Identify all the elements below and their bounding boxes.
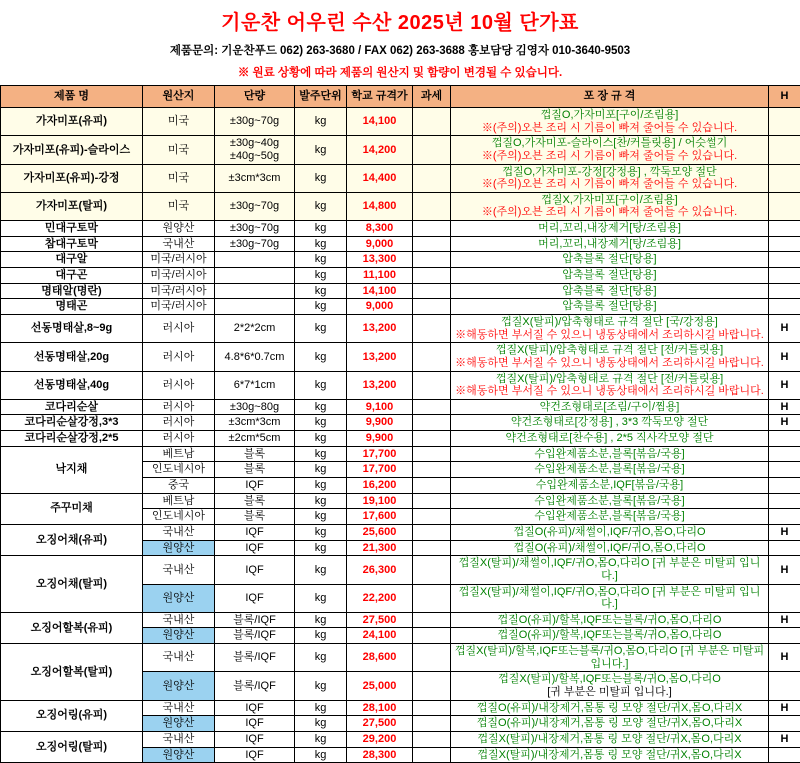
cell-origin: 러시아 [143, 399, 215, 415]
table-row [1, 283, 800, 299]
cell-h-flag: H [769, 314, 800, 342]
cell-order-unit: kg [295, 164, 347, 192]
cell-h-flag [769, 431, 800, 447]
cell-h-flag [769, 221, 800, 237]
cell-product-name: 가자미포(유피) [1, 108, 143, 136]
cell-packaging: 약건조형태로[강정용] , 3*3 깍둑모양 절단 [451, 415, 769, 431]
cell-tax [413, 716, 451, 732]
cell-unit-weight: 4.8*6*0.7cm [215, 343, 295, 371]
cell-product-name: 대구곤 [1, 268, 143, 284]
cell-h-flag [769, 236, 800, 252]
cell-h-flag [769, 283, 800, 299]
cell-order-unit: kg [295, 700, 347, 716]
cell-school-price: 27,500 [347, 612, 413, 628]
cell-school-price: 13,200 [347, 343, 413, 371]
cell-origin: 베트남 [143, 493, 215, 509]
cell-school-price: 24,100 [347, 628, 413, 644]
cell-school-price: 8,300 [347, 221, 413, 237]
col-origin: 원산지 [143, 86, 215, 108]
cell-product-name: 오징어채(탈피) [1, 556, 143, 613]
cell-product-name: 가자미포(유피)-강정 [1, 164, 143, 192]
table-row [1, 192, 800, 220]
cell-order-unit: kg [295, 509, 347, 525]
cell-product-name: 코다리순살강정,3*3 [1, 415, 143, 431]
cell-packaging: 수입완제품소분,블록[볶음/국용] [451, 493, 769, 509]
cell-h-flag [769, 299, 800, 315]
cell-h-flag [769, 446, 800, 462]
cell-unit-weight: 블록/IQF [215, 672, 295, 700]
cell-school-price: 22,200 [347, 584, 413, 612]
cell-h-flag: H [769, 415, 800, 431]
table-row [1, 446, 800, 462]
cell-school-price: 27,500 [347, 716, 413, 732]
origin-notice: ※ 원료 상황에 따라 제품의 원산지 및 함량이 변경될 수 있습니다. [0, 64, 800, 80]
cell-h-flag [769, 192, 800, 220]
cell-order-unit: kg [295, 399, 347, 415]
cell-order-unit: kg [295, 612, 347, 628]
cell-order-unit: kg [295, 446, 347, 462]
cell-unit-weight: IQF [215, 716, 295, 732]
cell-school-price: 29,200 [347, 731, 413, 747]
cell-order-unit: kg [295, 644, 347, 672]
cell-product-name: 민대구토막 [1, 221, 143, 237]
cell-origin: 원양산 [143, 221, 215, 237]
cell-tax [413, 628, 451, 644]
table-row [1, 731, 800, 747]
cell-tax [413, 462, 451, 478]
table-row [1, 136, 800, 164]
cell-product-name: 대구알 [1, 252, 143, 268]
table-row [1, 221, 800, 237]
table-row [1, 108, 800, 136]
cell-origin: 국내산 [143, 236, 215, 252]
cell-school-price: 28,300 [347, 747, 413, 763]
cell-h-flag [769, 108, 800, 136]
cell-unit-weight: 블록 [215, 446, 295, 462]
cell-order-unit: kg [295, 628, 347, 644]
cell-origin: 국내산 [143, 700, 215, 716]
cell-school-price: 9,900 [347, 415, 413, 431]
cell-origin: 국내산 [143, 524, 215, 540]
cell-unit-weight [215, 252, 295, 268]
cell-school-price: 28,600 [347, 644, 413, 672]
cell-order-unit: kg [295, 524, 347, 540]
cell-unit-weight: ±30g~70g [215, 221, 295, 237]
col-order-unit: 발주단위 [295, 86, 347, 108]
cell-product-name: 명태알(명란) [1, 283, 143, 299]
table-row [1, 431, 800, 447]
cell-h-flag: H [769, 731, 800, 747]
cell-tax [413, 509, 451, 525]
cell-school-price: 26,300 [347, 556, 413, 584]
cell-school-price: 13,200 [347, 371, 413, 399]
cell-tax [413, 236, 451, 252]
cell-unit-weight: 6*7*1cm [215, 371, 295, 399]
cell-packaging: 껍질O(유피)/할복,IQF또는블록/귀O,몸O,다리O [451, 612, 769, 628]
cell-origin: 러시아 [143, 431, 215, 447]
cell-h-flag [769, 478, 800, 494]
cell-unit-weight: IQF [215, 584, 295, 612]
cell-origin: 국내산 [143, 612, 215, 628]
table-row [1, 371, 800, 399]
cell-order-unit: kg [295, 108, 347, 136]
cell-h-flag [769, 672, 800, 700]
cell-product-name: 선동명태살,8~9g [1, 314, 143, 342]
cell-school-price: 17,700 [347, 462, 413, 478]
cell-unit-weight: IQF [215, 731, 295, 747]
cell-order-unit: kg [295, 221, 347, 237]
cell-school-price: 25,600 [347, 524, 413, 540]
cell-packaging: 껍질X(탈피)/채썰이,IQF/귀O,몸O,다리O [귀 부분은 미탈피 입니다.] [451, 556, 769, 584]
cell-order-unit: kg [295, 672, 347, 700]
cell-h-flag [769, 136, 800, 164]
cell-origin: 러시아 [143, 343, 215, 371]
cell-order-unit: kg [295, 268, 347, 284]
cell-packaging: 껍질X(탈피)/내장제거,몸통 링 모양 절단/귀X,몸O,다리X [451, 731, 769, 747]
cell-product-name: 오징어채(유피) [1, 524, 143, 555]
cell-unit-weight: 블록/IQF [215, 644, 295, 672]
cell-product-name: 오징어링(탈피) [1, 731, 143, 762]
cell-origin: 미국 [143, 192, 215, 220]
table-row [1, 524, 800, 540]
cell-h-flag [769, 462, 800, 478]
cell-unit-weight: IQF [215, 556, 295, 584]
cell-unit-weight: ±30g~80g [215, 399, 295, 415]
cell-packaging: 수입완제품소분,IQF[볶음/국용] [451, 478, 769, 494]
cell-origin: 중국 [143, 478, 215, 494]
cell-tax [413, 252, 451, 268]
cell-unit-weight: 블록/IQF [215, 612, 295, 628]
cell-h-flag [769, 584, 800, 612]
cell-product-name: 코다리순살강정,2*5 [1, 431, 143, 447]
col-product-name: 제품 명 [1, 86, 143, 108]
cell-origin: 인도네시아 [143, 509, 215, 525]
cell-packaging: 압축블록 절단[탕용] [451, 299, 769, 315]
cell-packaging: 껍질X(탈피)/내장제거,몸통 링 모양 절단/귀X,몸O,다리X [451, 747, 769, 763]
cell-order-unit: kg [295, 283, 347, 299]
cell-packaging: 껍질X(탈피)/압축형태로 규격 절단 [전/커틀릿용] ※해동하면 부서질 수 있으니 냉동상태에서 조리하시길 바랍니다. [451, 371, 769, 399]
cell-h-flag [769, 493, 800, 509]
cell-origin: 미국/러시아 [143, 268, 215, 284]
cell-order-unit: kg [295, 343, 347, 371]
cell-school-price: 19,100 [347, 493, 413, 509]
cell-unit-weight: 블록/IQF [215, 628, 295, 644]
table-row [1, 252, 800, 268]
cell-tax [413, 584, 451, 612]
table-row [1, 399, 800, 415]
cell-h-flag [769, 268, 800, 284]
cell-order-unit: kg [295, 236, 347, 252]
cell-order-unit: kg [295, 731, 347, 747]
cell-packaging: 껍질O(유피)/채썰이,IQF/귀O,몸O,다리O [451, 540, 769, 556]
cell-school-price: 16,200 [347, 478, 413, 494]
cell-origin: 미국 [143, 108, 215, 136]
cell-school-price: 25,000 [347, 672, 413, 700]
cell-order-unit: kg [295, 716, 347, 732]
cell-order-unit: kg [295, 192, 347, 220]
cell-school-price: 9,000 [347, 236, 413, 252]
cell-school-price: 13,300 [347, 252, 413, 268]
cell-unit-weight: IQF [215, 540, 295, 556]
cell-origin: 베트남 [143, 446, 215, 462]
cell-school-price: 28,100 [347, 700, 413, 716]
cell-origin: 원양산 [143, 628, 215, 644]
col-unit-weight: 단량 [215, 86, 295, 108]
cell-order-unit: kg [295, 747, 347, 763]
cell-packaging: 껍질O(유피)/내장제거,몸통 링 모양 절단/귀X,몸O,다리X [451, 716, 769, 732]
cell-h-flag [769, 509, 800, 525]
cell-unit-weight [215, 299, 295, 315]
cell-h-flag [769, 716, 800, 732]
cell-tax [413, 136, 451, 164]
cell-order-unit: kg [295, 493, 347, 509]
cell-tax [413, 493, 451, 509]
page-title: 기운찬 어우린 수산 2025년 10월 단가표 [0, 6, 800, 35]
cell-tax [413, 731, 451, 747]
cell-product-name: 선동명태살,40g [1, 371, 143, 399]
cell-unit-weight: ±30g~70g [215, 192, 295, 220]
cell-tax [413, 268, 451, 284]
cell-tax [413, 283, 451, 299]
cell-packaging: 수입완제품소분,블록[볶음/국용] [451, 446, 769, 462]
cell-h-flag: H [769, 612, 800, 628]
cell-unit-weight: ±30g~40g ±40g~50g [215, 136, 295, 164]
table-row [1, 415, 800, 431]
cell-unit-weight: IQF [215, 478, 295, 494]
cell-order-unit: kg [295, 540, 347, 556]
cell-school-price: 14,100 [347, 108, 413, 136]
cell-tax [413, 524, 451, 540]
cell-order-unit: kg [295, 431, 347, 447]
cell-origin: 미국/러시아 [143, 283, 215, 299]
cell-unit-weight [215, 283, 295, 299]
cell-h-flag: H [769, 371, 800, 399]
cell-packaging: 껍질O,가자미포-강정[강정용] , 깍둑모양 절단 ※(주의)오븐 조리 시 기름이 빠져 줄어들 수 있습니다. [451, 164, 769, 192]
table-row [1, 700, 800, 716]
cell-product-name: 가자미포(탈피) [1, 192, 143, 220]
cell-school-price: 14,400 [347, 164, 413, 192]
cell-packaging: 껍질X(탈피)/할복,IQF또는블록/귀O,몸O,다리O [귀 부분은 미탈피 입니다.] [451, 672, 769, 700]
cell-product-name: 참대구토막 [1, 236, 143, 252]
cell-school-price: 13,200 [347, 314, 413, 342]
cell-packaging: 껍질O(유피)/내장제거,몸통 링 모양 절단/귀X,몸O,다리X [451, 700, 769, 716]
cell-h-flag [769, 540, 800, 556]
cell-h-flag [769, 164, 800, 192]
table-row [1, 314, 800, 342]
cell-unit-weight: 블록 [215, 509, 295, 525]
cell-origin: 러시아 [143, 415, 215, 431]
cell-product-name: 오징어할복(탈피) [1, 644, 143, 701]
cell-origin: 러시아 [143, 371, 215, 399]
cell-order-unit: kg [295, 478, 347, 494]
cell-packaging: 약건조형태로[찬수용] , 2*5 직사각모양 절단 [451, 431, 769, 447]
cell-packaging: 껍질O(유피)/할복,IQF또는블록/귀O,몸O,다리O [451, 628, 769, 644]
cell-product-name: 주꾸미채 [1, 493, 143, 524]
cell-packaging: 머리,꼬리,내장제거[탕/조림용] [451, 236, 769, 252]
contact-info: 제품문의: 기운찬푸드 062) 263-3680 / FAX 062) 263-3688 홍보담당 김영자 010-3640-9503 [0, 42, 800, 58]
cell-h-flag [769, 252, 800, 268]
cell-order-unit: kg [295, 415, 347, 431]
cell-product-name: 오징어할복(유피) [1, 612, 143, 643]
cell-h-flag: H [769, 524, 800, 540]
cell-packaging: 껍질X(탈피)/압축형태로 규격 절단 [국/강정용] ※해동하면 부서질 수 있으니 냉동상태에서 조리하시길 바랍니다. [451, 314, 769, 342]
cell-h-flag [769, 747, 800, 763]
cell-school-price: 14,200 [347, 136, 413, 164]
cell-product-name: 가자미포(유피)-슬라이스 [1, 136, 143, 164]
cell-order-unit: kg [295, 371, 347, 399]
cell-origin: 미국 [143, 136, 215, 164]
table-row [1, 612, 800, 628]
table-row [1, 268, 800, 284]
cell-school-price: 11,100 [347, 268, 413, 284]
cell-packaging: 수입완제품소분,블록[볶음/국용] [451, 462, 769, 478]
cell-h-flag: H [769, 399, 800, 415]
cell-tax [413, 747, 451, 763]
cell-order-unit: kg [295, 556, 347, 584]
cell-origin: 러시아 [143, 314, 215, 342]
cell-tax [413, 644, 451, 672]
cell-origin: 미국 [143, 164, 215, 192]
cell-origin: 미국/러시아 [143, 299, 215, 315]
cell-tax [413, 556, 451, 584]
cell-order-unit: kg [295, 462, 347, 478]
cell-school-price: 17,600 [347, 509, 413, 525]
cell-h-flag: H [769, 343, 800, 371]
cell-order-unit: kg [295, 252, 347, 268]
cell-unit-weight: 블록 [215, 493, 295, 509]
cell-school-price: 9,100 [347, 399, 413, 415]
cell-origin: 원양산 [143, 584, 215, 612]
table-row [1, 343, 800, 371]
table-header-row [1, 86, 800, 108]
cell-unit-weight: 2*2*2cm [215, 314, 295, 342]
cell-unit-weight: ±30g~70g [215, 108, 295, 136]
cell-packaging: 껍질O,가자미포[구이/조림용] ※(주의)오븐 조리 시 기름이 빠져 줄어들 수 있습니다. [451, 108, 769, 136]
cell-unit-weight: ±3cm*3cm [215, 415, 295, 431]
cell-origin: 원양산 [143, 716, 215, 732]
cell-tax [413, 299, 451, 315]
cell-h-flag: H [769, 700, 800, 716]
cell-tax [413, 314, 451, 342]
cell-school-price: 14,800 [347, 192, 413, 220]
table-body [1, 108, 800, 763]
cell-product-name: 명태곤 [1, 299, 143, 315]
cell-origin: 미국/러시아 [143, 252, 215, 268]
col-packaging: 포 장 규 격 [451, 86, 769, 108]
cell-product-name: 오징어링(유피) [1, 700, 143, 731]
cell-origin: 국내산 [143, 731, 215, 747]
cell-product-name: 코다리순살 [1, 399, 143, 415]
table-row [1, 556, 800, 584]
document-header [0, 0, 800, 35]
cell-packaging: 압축블록 절단[탕용] [451, 268, 769, 284]
col-tax: 과세 [413, 86, 451, 108]
cell-h-flag: H [769, 556, 800, 584]
cell-tax [413, 399, 451, 415]
cell-tax [413, 221, 451, 237]
cell-origin: 국내산 [143, 644, 215, 672]
cell-tax [413, 431, 451, 447]
cell-tax [413, 672, 451, 700]
cell-school-price: 14,100 [347, 283, 413, 299]
cell-tax [413, 192, 451, 220]
cell-h-flag: H [769, 644, 800, 672]
cell-packaging: 껍질X(탈피)/할복,IQF또는블록/귀O,몸O,다리O [귀 부분은 미탈피 입니다.] [451, 644, 769, 672]
cell-packaging: 압축블록 절단[탕용] [451, 252, 769, 268]
cell-unit-weight: ±30g~70g [215, 236, 295, 252]
cell-packaging: 약건조형태로[조림/구이/찜용] [451, 399, 769, 415]
table-row [1, 644, 800, 672]
cell-unit-weight: IQF [215, 524, 295, 540]
cell-school-price: 17,700 [347, 446, 413, 462]
cell-packaging: 껍질X(탈피)/압축형태로 규격 절단 [전/커틀릿용] ※해동하면 부서질 수 있으니 냉동상태에서 조리하시길 바랍니다. [451, 343, 769, 371]
cell-tax [413, 371, 451, 399]
table-row [1, 299, 800, 315]
cell-packaging: 수입완제품소분,블록[볶음/국용] [451, 509, 769, 525]
cell-packaging: 껍질X(탈피)/채썰이,IQF/귀O,몸O,다리O [귀 부분은 미탈피 입니다.] [451, 584, 769, 612]
price-table [0, 85, 800, 763]
cell-packaging: 머리,꼬리,내장제거[탕/조림용] [451, 221, 769, 237]
cell-tax [413, 108, 451, 136]
table-row [1, 236, 800, 252]
cell-packaging: 껍질O(유피)/채썰이,IQF/귀O,몸O,다리O [451, 524, 769, 540]
cell-tax [413, 700, 451, 716]
cell-product-name: 선동명태살,20g [1, 343, 143, 371]
cell-origin: 국내산 [143, 556, 215, 584]
cell-order-unit: kg [295, 584, 347, 612]
cell-product-name: 낙지채 [1, 446, 143, 493]
cell-unit-weight: IQF [215, 747, 295, 763]
cell-unit-weight: ±2cm*5cm [215, 431, 295, 447]
cell-origin: 인도네시아 [143, 462, 215, 478]
table-row [1, 493, 800, 509]
cell-packaging: 껍질O,가자미포-슬라이스[찬/커틀릿용] / 어슷썰기 ※(주의)오븐 조리 시 기름이 빠져 줄어들 수 있습니다. [451, 136, 769, 164]
cell-order-unit: kg [295, 136, 347, 164]
cell-packaging: 껍질X,가자미포[구이/조림용] ※(주의)오븐 조리 시 기름이 빠져 줄어들 수 있습니다. [451, 192, 769, 220]
cell-school-price: 21,300 [347, 540, 413, 556]
cell-origin: 원양산 [143, 672, 215, 700]
cell-origin: 원양산 [143, 540, 215, 556]
cell-unit-weight: IQF [215, 700, 295, 716]
cell-unit-weight: 블록 [215, 462, 295, 478]
table-row [1, 164, 800, 192]
cell-origin: 원양산 [143, 747, 215, 763]
cell-tax [413, 478, 451, 494]
cell-tax [413, 343, 451, 371]
cell-tax [413, 540, 451, 556]
cell-h-flag [769, 628, 800, 644]
cell-order-unit: kg [295, 314, 347, 342]
col-h: H [769, 86, 800, 108]
cell-tax [413, 446, 451, 462]
cell-order-unit: kg [295, 299, 347, 315]
cell-packaging: 압축블록 절단[탕용] [451, 283, 769, 299]
cell-tax [413, 415, 451, 431]
cell-school-price: 9,900 [347, 431, 413, 447]
cell-unit-weight: ±3cm*3cm [215, 164, 295, 192]
cell-tax [413, 164, 451, 192]
col-school-price: 학교 규격가 [347, 86, 413, 108]
cell-tax [413, 612, 451, 628]
cell-school-price: 9,000 [347, 299, 413, 315]
cell-unit-weight [215, 268, 295, 284]
